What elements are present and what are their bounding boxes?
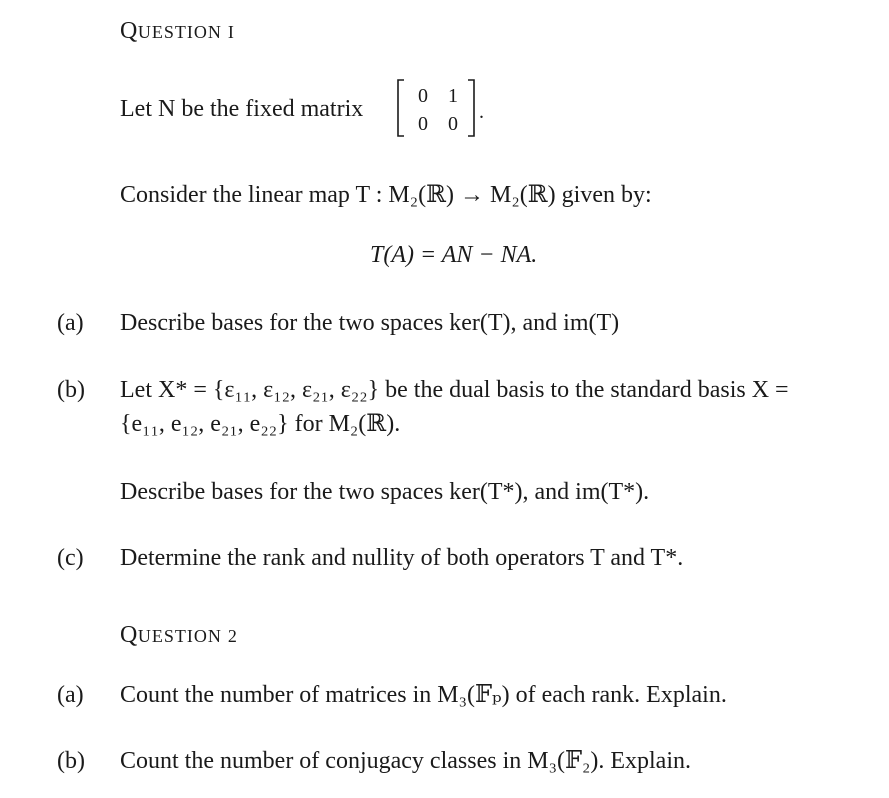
part-1c-text: Determine the rank and nullity of both operators T and T*. — [120, 545, 684, 571]
formula: T(A) = AN − NA. — [370, 242, 538, 268]
consider-line: Consider the linear map T : M₂(ℝ) → M₂(ℝ) given by: — [120, 182, 652, 208]
heading-rest: UESTION — [137, 626, 222, 646]
question-1-heading — [120, 18, 235, 44]
part-1b-line3: Describe bases for the two spaces ker(T*), and im(T*). — [120, 479, 650, 505]
part-1b-label: (b) — [57, 377, 85, 403]
part-2b-text: Count the number of conjugacy classes in M₃(𝔽₂). Explain. — [120, 748, 691, 774]
intro-text: Let N be the fixed matrix — [120, 96, 364, 122]
matrix-brackets — [396, 78, 486, 138]
matrix-cell-11: 0 — [418, 85, 428, 107]
part-2b-label: (b) — [57, 748, 85, 774]
matrix-cell-22: 0 — [448, 113, 458, 135]
part-1c-label: (c) — [57, 545, 84, 571]
heading-number: 2 — [227, 626, 238, 646]
heading-rest: UESTION — [137, 22, 222, 42]
heading-cap: Q — [120, 18, 138, 44]
heading-cap: Q — [120, 622, 138, 648]
question-2-heading — [120, 622, 238, 648]
intro-line — [120, 96, 363, 122]
matrix-n — [396, 78, 486, 138]
part-1b-line2: {e₁₁, e₁₂, e₂₁, e₂₂} for M₂(ℝ). — [120, 411, 401, 437]
part-2a-text: Count the number of matrices in M₃(𝔽ₚ) of each rank. Explain. — [120, 682, 727, 708]
heading-number: I — [227, 22, 235, 42]
matrix-cell-12: 1 — [448, 85, 458, 107]
matrix-period: . — [479, 101, 484, 123]
part-2a-label: (a) — [57, 682, 84, 708]
part-1b-line1: Let X* = {ε₁₁, ε₁₂, ε₂₁, ε₂₂} be the dual basis to the standard basis X = — [120, 377, 789, 403]
part-1a-label: (a) — [57, 310, 84, 336]
part-1a-text: Describe bases for the two spaces ker(T), and im(T) — [120, 310, 620, 336]
matrix-cell-21: 0 — [418, 113, 428, 135]
